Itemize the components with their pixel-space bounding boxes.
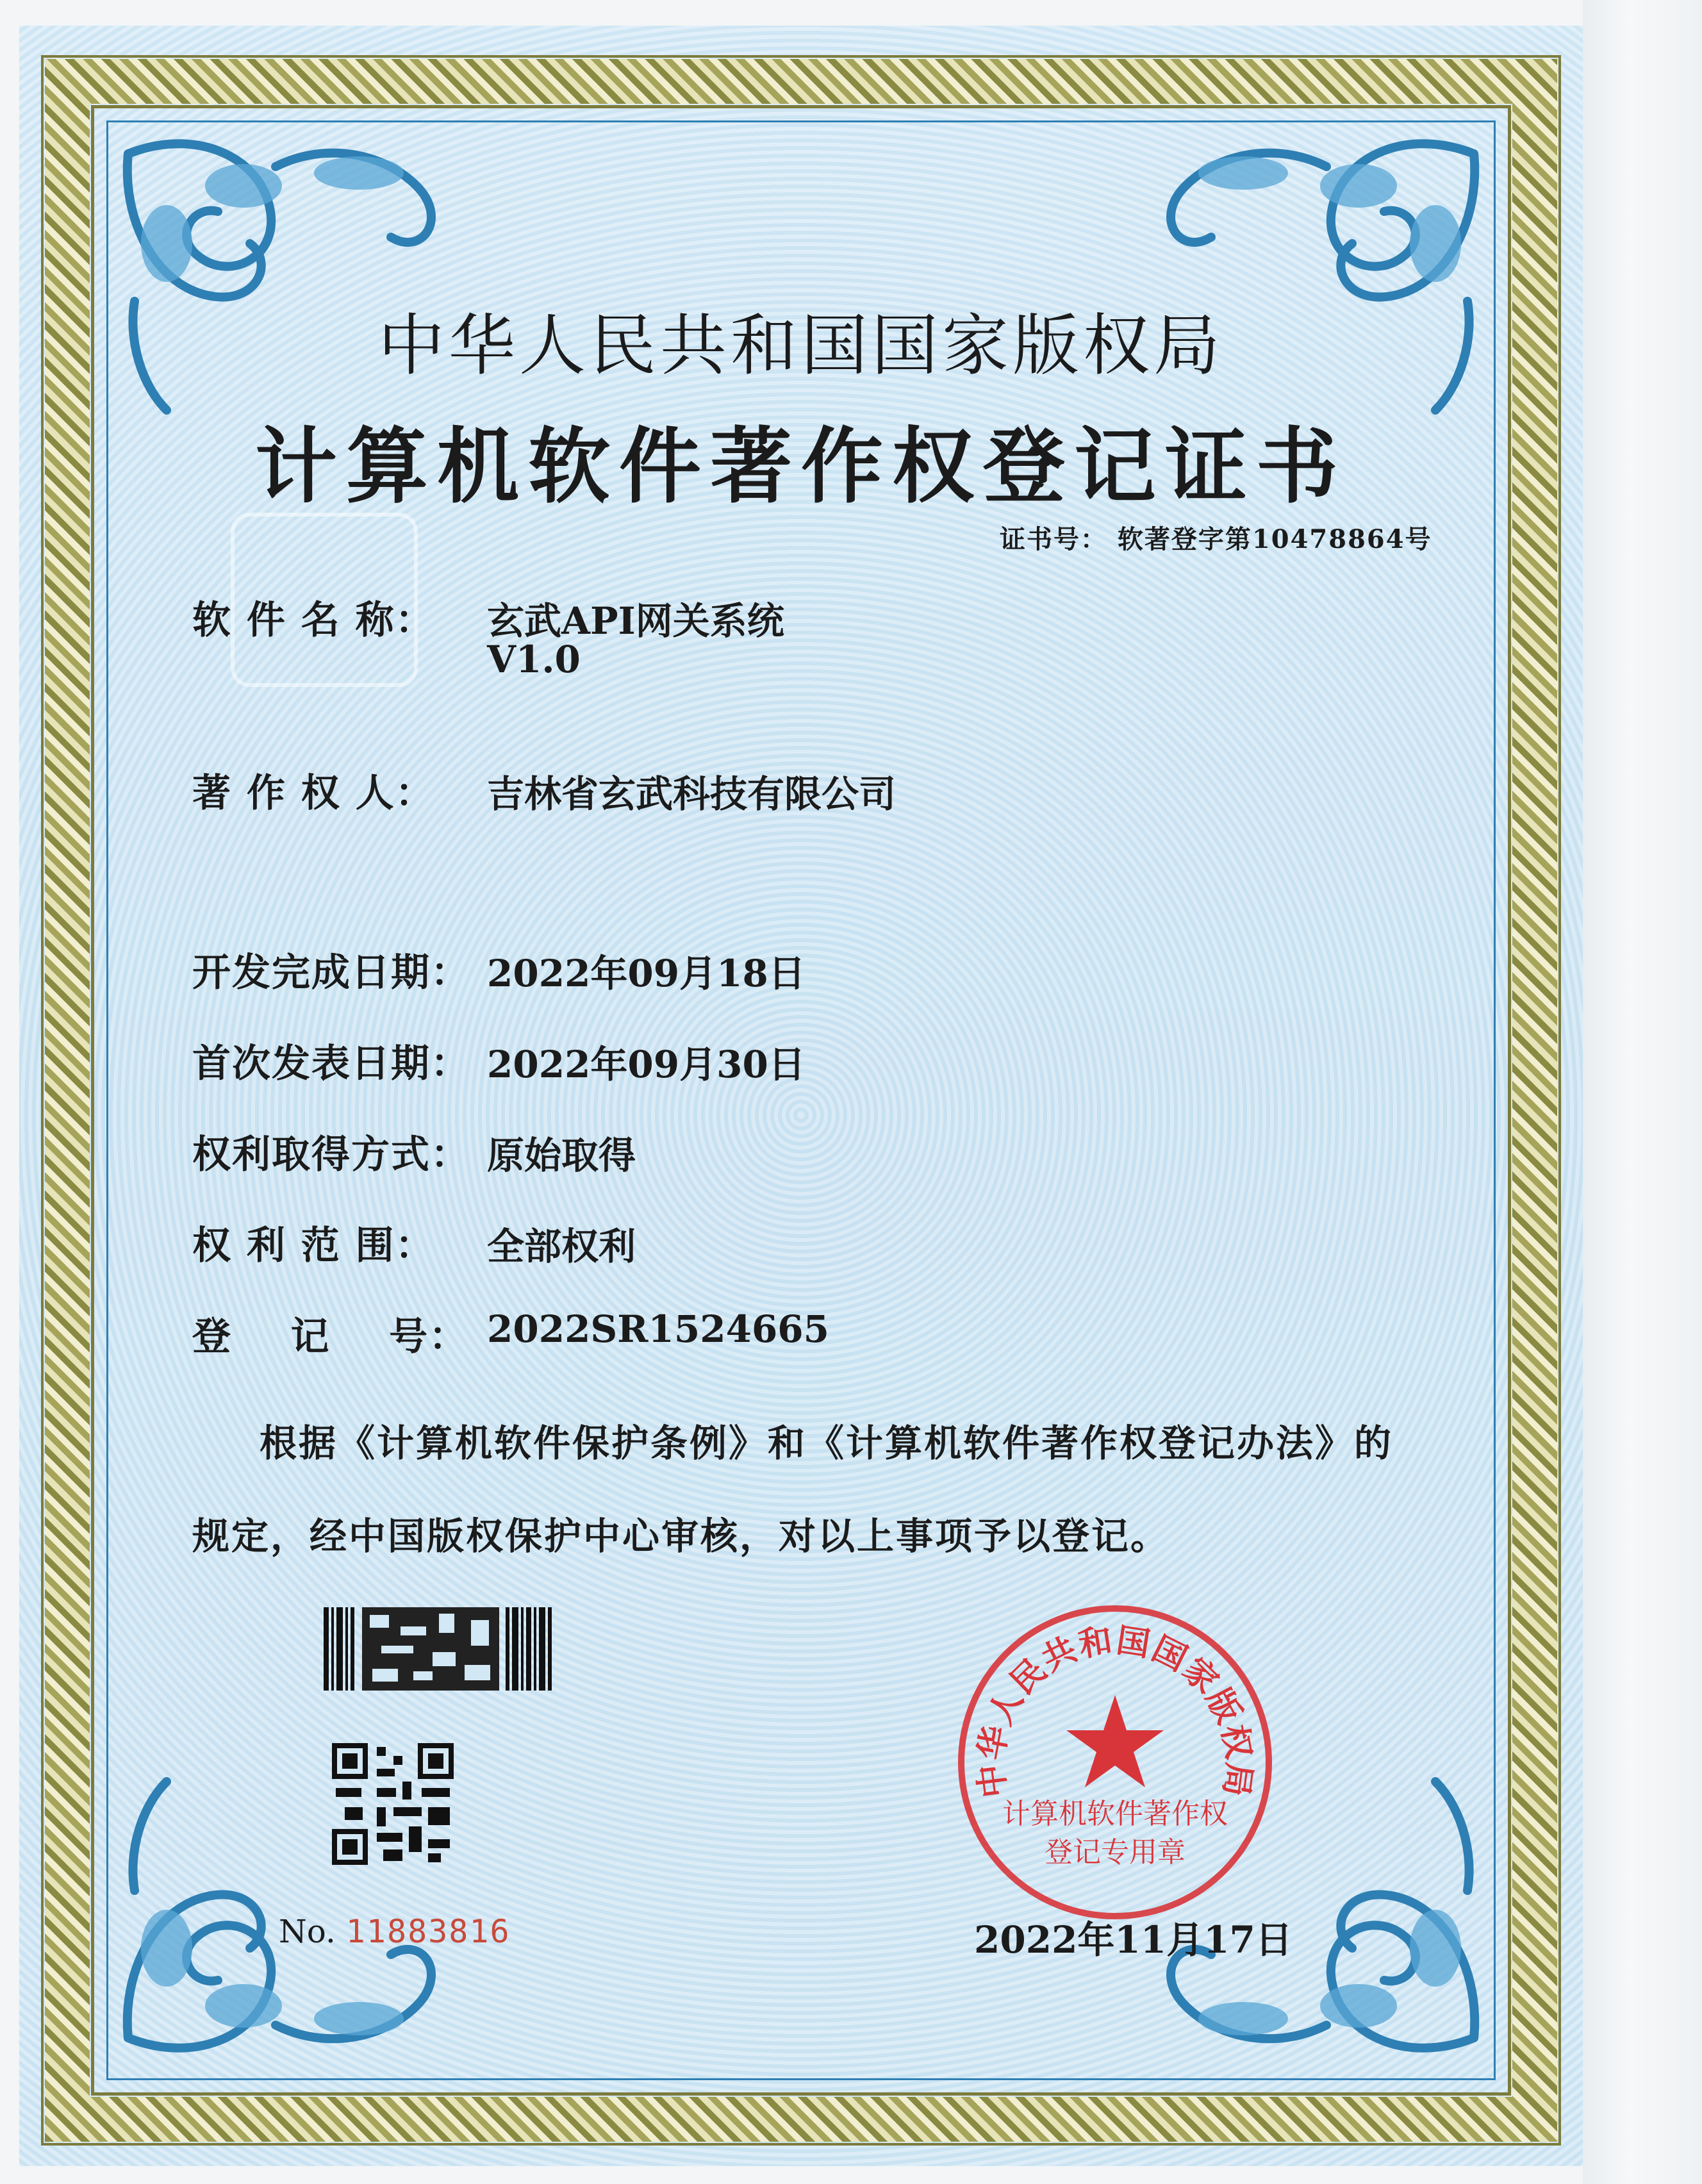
seal-ring-text: 中华人民共和国国家版权局 [971, 1620, 1259, 1800]
serial-number [279, 1913, 511, 1950]
certificate [19, 26, 1583, 2166]
certificate-title: 计算机软件著作权登记证书 [254, 418, 1347, 515]
statement-line-2: 规定，经中国版权保护中心审核，对以上事项予以登记。 [192, 1514, 1170, 1558]
serial-prefix: No. [279, 1913, 336, 1950]
seal-inner-line-1: 计算机软件著作权 [1002, 1798, 1228, 1830]
seal-inner-line-2: 登记专用章 [1045, 1836, 1186, 1869]
issuing-authority: 中华人民共和国国家版权局 [377, 306, 1224, 385]
registration-number-value: 2022SR1524665 [487, 1307, 830, 1351]
official-seal [952, 1599, 1278, 1926]
serial-digits: 11883816 [345, 1913, 511, 1950]
software-version-value: V1.0 [487, 638, 581, 681]
software-name-value: 玄武API网关系统 [487, 599, 784, 643]
copyright-owner-label: 著 作 权 人： [192, 771, 435, 816]
publication-date-value: 2022年09月30日 [487, 1043, 806, 1086]
completion-date-label: 开发完成日期： [192, 950, 470, 995]
software-name-label: 软 件 名 称： [192, 598, 435, 643]
completion-date-value: 2022年09月18日 [487, 952, 806, 995]
rights-scope-label: 权 利 范 围： [192, 1223, 435, 1268]
publication-date-label: 首次发表日期： [192, 1041, 470, 1086]
barcode [324, 1607, 553, 1691]
acquisition-method-label: 权利取得方式： [192, 1132, 470, 1177]
scan-edge [1583, 0, 1702, 2184]
registration-number-label: 登 记 号： [192, 1314, 469, 1359]
acquisition-method-value: 原始取得 [487, 1134, 636, 1177]
qr-code [332, 1743, 454, 1865]
statement-line-1: 根据《计算机软件保护条例》和《计算机软件著作权登记办法》的 [260, 1421, 1394, 1465]
copyright-owner-value: 吉林省玄武科技有限公司 [487, 772, 896, 816]
certificate-number: 证书号： 软著登字第10478864号 [1000, 524, 1432, 554]
issue-date: 2022年11月17日 [974, 1918, 1293, 1962]
rights-scope-value: 全部权利 [487, 1225, 636, 1268]
